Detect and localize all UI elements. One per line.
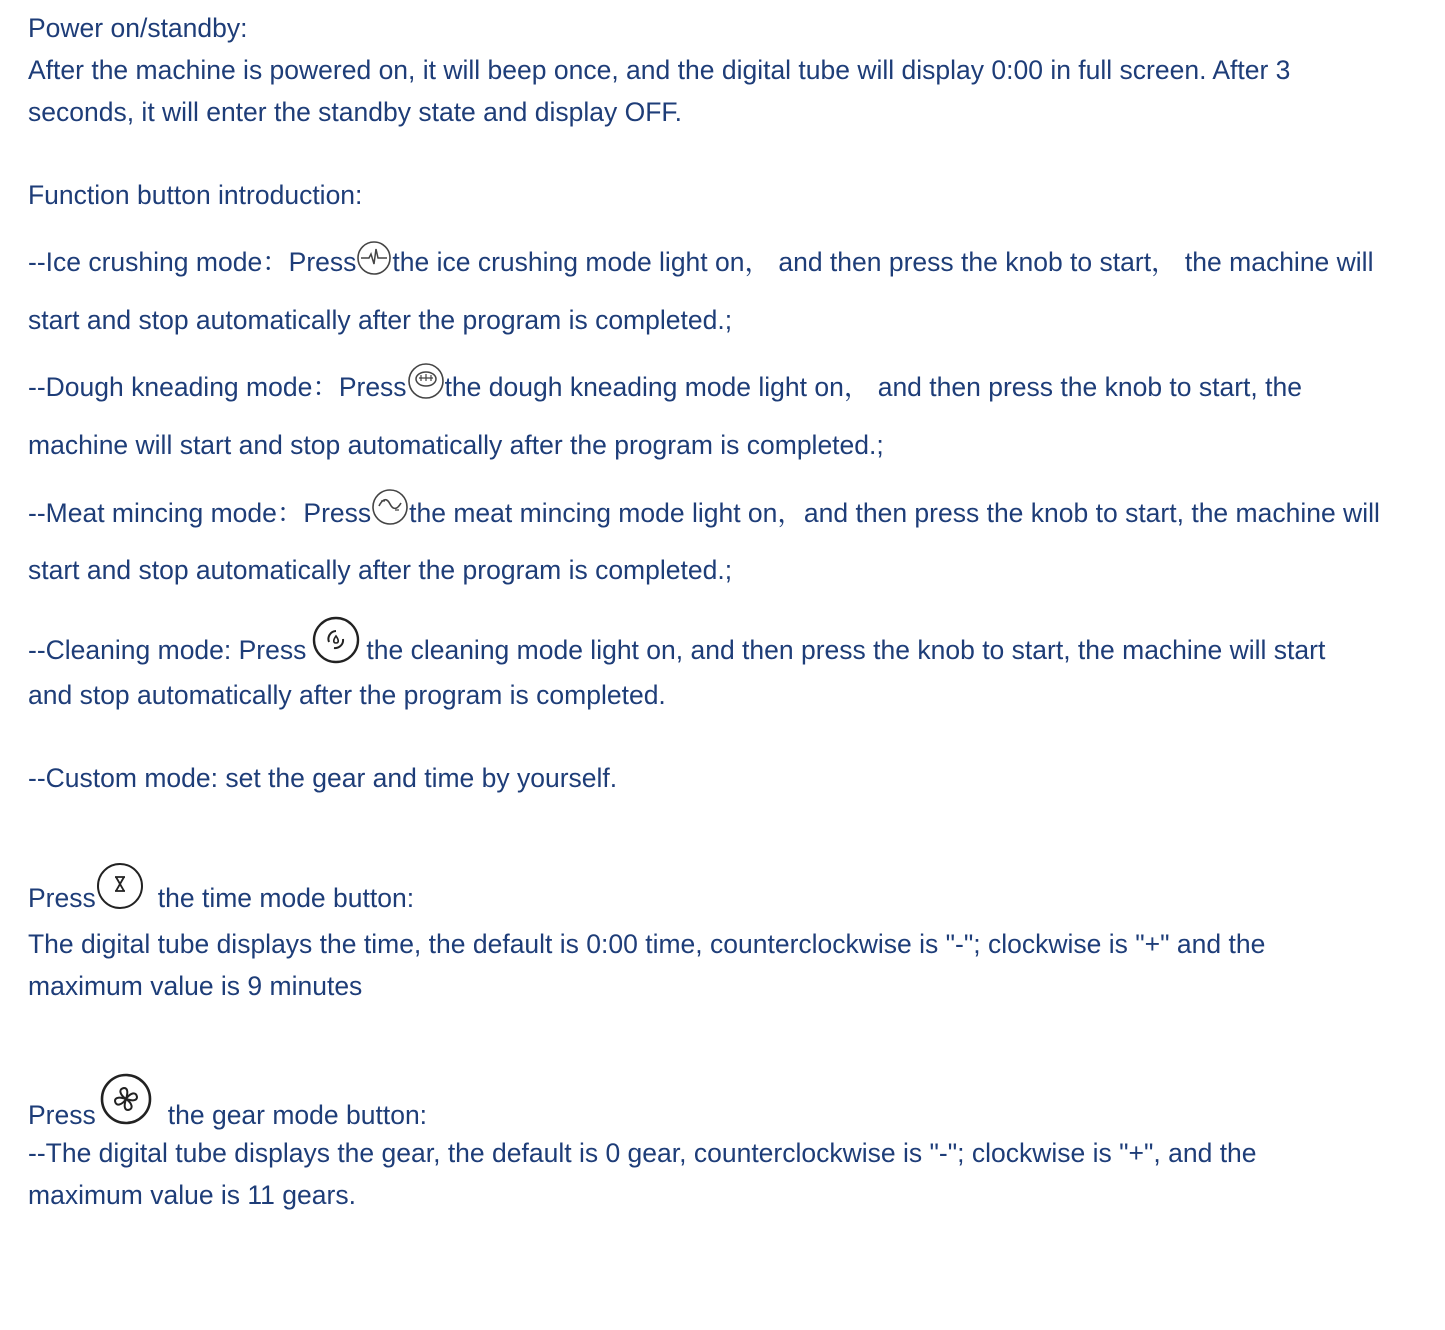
dough-pre: --Dough kneading mode：Press <box>28 372 407 402</box>
fan-icon <box>100 1073 152 1125</box>
cleaning-mode-line1 <box>28 628 1325 676</box>
ice-pre: --Ice crushing mode：Press <box>28 247 357 277</box>
dough-mode-line1 <box>28 370 1302 408</box>
cleaning-pre: --Cleaning mode: Press <box>28 635 307 665</box>
time-post: the time mode button: <box>157 883 415 913</box>
ice-crush-icon <box>356 240 392 276</box>
dough-icon <box>407 362 445 400</box>
meat-post: the meat mincing mode light on，and then press the knob to start, the machine will <box>409 498 1380 528</box>
gear-text-line2: maximum value is 11 gears. <box>28 1180 356 1210</box>
cleaning-post: the cleaning mode light on, and then press the knob to start, the machine will start <box>366 635 1326 665</box>
ice-mode-line1 <box>28 246 1373 282</box>
power-text-line2: seconds, it will enter the standby state and display OFF. <box>28 97 682 127</box>
meat-pre: --Meat mincing mode：Press <box>28 498 372 528</box>
meat-mince-icon <box>371 488 409 526</box>
gear-pre: Press <box>28 1100 96 1130</box>
dough-mode-line2: machine will start and stop automatically after the program is completed.; <box>28 430 884 460</box>
time-text-line2: maximum value is 9 minutes <box>28 971 363 1001</box>
custom-mode-line: --Custom mode: set the gear and time by yourself. <box>28 763 618 793</box>
hourglass-icon <box>96 862 144 910</box>
time-pre: Press <box>28 883 96 913</box>
meat-mode-line2: start and stop automatically after the program is completed.; <box>28 555 733 585</box>
cleaning-icon <box>312 616 360 664</box>
ice-mode-line2: start and stop automatically after the program is completed.; <box>28 305 733 335</box>
power-text-line1: After the machine is powered on, it will beep once, and the digital tube will display 0:00 in full screen. After 3 <box>28 55 1291 85</box>
time-text-line1: The digital tube displays the time, the default is 0:00 time, counterclockwise is "-"; clockwise is "+" and the <box>28 929 1266 959</box>
power-heading: Power on/standby: <box>28 13 248 43</box>
ice-post: the ice crushing mode light on， and then press the knob to start， the machine will <box>392 247 1374 277</box>
cleaning-mode-line2: and stop automatically after the program is completed. <box>28 680 666 710</box>
gear-post: the gear mode button: <box>167 1100 428 1130</box>
meat-mode-line1 <box>28 496 1380 534</box>
gear-text-line1: --The digital tube displays the gear, the default is 0 gear, counterclockwise is "-"; clockwise is "+", and the <box>28 1138 1257 1168</box>
time-mode-heading <box>28 876 414 924</box>
gear-mode-heading <box>28 1091 427 1143</box>
dough-post: the dough kneading mode light on， and then press the knob to start, the <box>444 372 1302 402</box>
function-heading: Function button introduction: <box>28 180 363 210</box>
